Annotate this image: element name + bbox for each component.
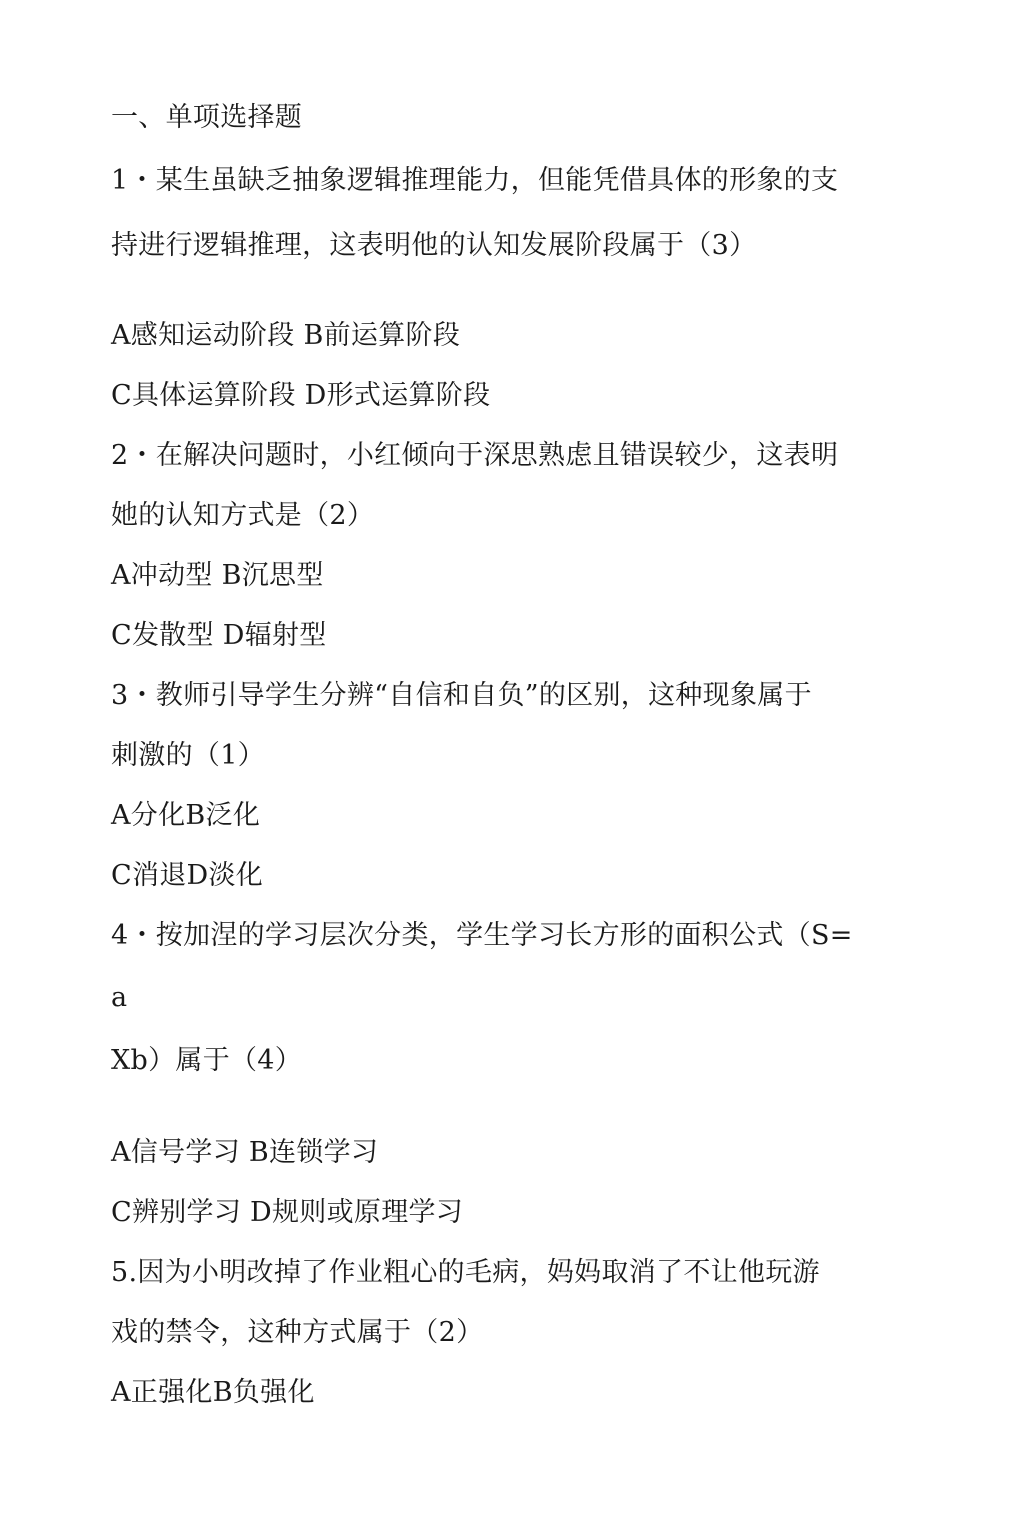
question-5-text-line-1: 5.因为小明改掉了作业粗心的毛病，妈妈取消了不让他玩游 xyxy=(111,1257,820,1288)
question-4-options-ab: A信号学习 B连锁学习 xyxy=(111,1137,379,1168)
question-1-text-line-2: 持进行逻辑推理，这表明他的认知发展阶段属于（3） xyxy=(111,230,757,261)
question-1-text-line-1: 1・某生虽缺乏抽象逻辑推理能力，但能凭借具体的形象的支 xyxy=(111,165,839,196)
section-heading: 一、单项选择题 xyxy=(111,102,303,133)
question-1-options-cd: C具体运算阶段 D形式运算阶段 xyxy=(111,380,491,411)
question-2-options-cd: C发散型 D辐射型 xyxy=(111,620,327,651)
question-4-text-line-2: a xyxy=(111,982,128,1013)
question-1-options-ab: A感知运动阶段 B前运算阶段 xyxy=(111,320,461,351)
question-3-options-cd: C消退D淡化 xyxy=(111,860,264,891)
question-5-options-ab: A正强化B负强化 xyxy=(111,1377,315,1408)
question-2-options-ab: A冲动型 B沉思型 xyxy=(111,560,324,591)
question-2-text-line-2: 她的认知方式是（2） xyxy=(111,500,375,531)
question-4-text-line-3: Xb）属于（4） xyxy=(111,1045,303,1076)
question-4-options-cd: C辨别学习 D规则或原理学习 xyxy=(111,1197,464,1228)
question-5-text-line-2: 戏的禁令，这种方式属于（2） xyxy=(111,1317,484,1348)
question-4-text-line-1: 4・按加涅的学习层次分类，学生学习长方形的面积公式（S= xyxy=(111,920,853,951)
question-2-text-line-1: 2・在解决问题时，小红倾向于深思熟虑且错误较少，这表明 xyxy=(111,440,839,471)
question-3-options-ab: A分化B泛化 xyxy=(111,800,261,831)
question-3-text-line-1: 3・教师引导学生分辨“自信和自负”的区别，这种现象属于 xyxy=(111,680,812,711)
question-3-text-line-2: 刺激的（1） xyxy=(111,740,265,771)
